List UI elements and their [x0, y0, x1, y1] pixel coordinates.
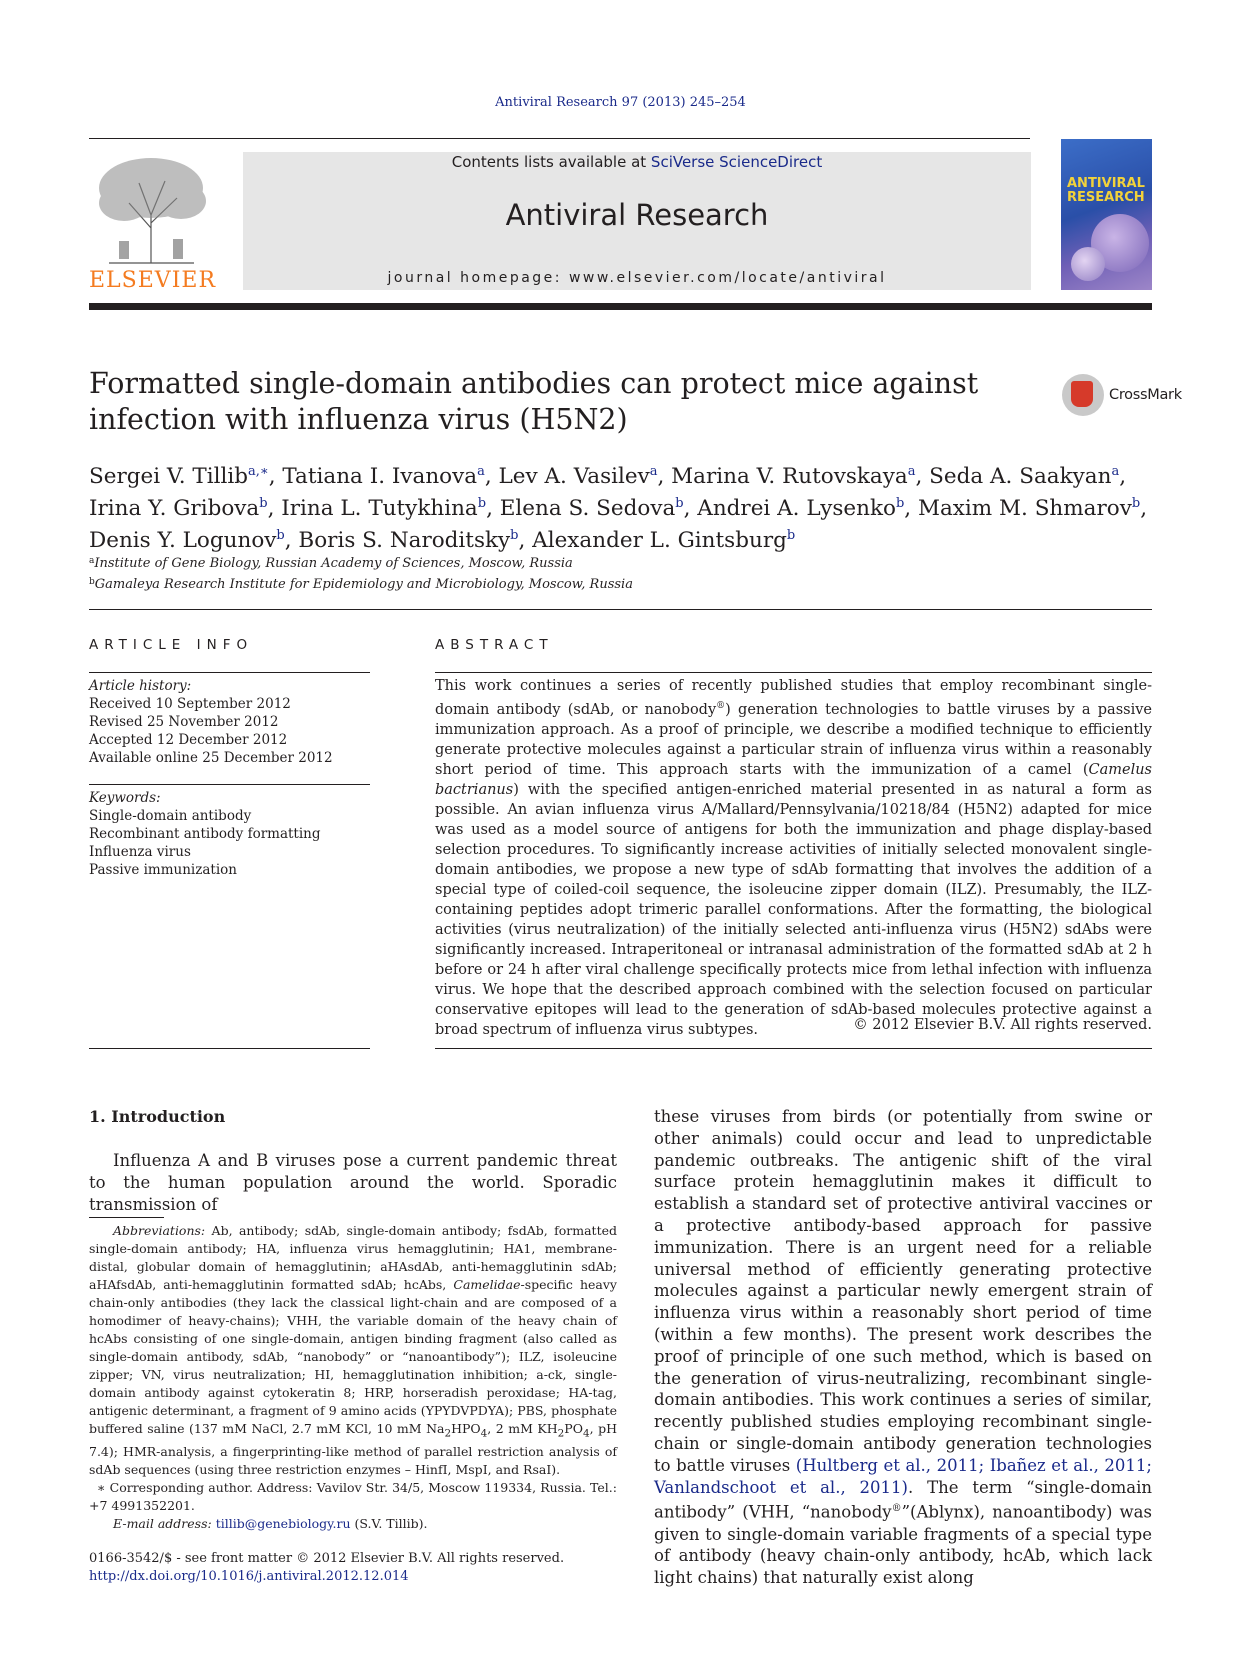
- article-title: Formatted single-domain antibodies can protect mice against infection with influenza virus (H5N2): [89, 367, 979, 436]
- introduction-left-column: Influenza A and B viruses pose a current pandemic threat to the human population around the world. Sporadic transmission of: [89, 1151, 617, 1214]
- crossmark-icon: [1062, 374, 1104, 416]
- cover-title: ANTIVIRAL RESEARCH: [1067, 176, 1145, 205]
- author-affiliation-mark[interactable]: b: [510, 528, 519, 543]
- author-name: Andrei A. Lysenko: [697, 496, 896, 521]
- email-line: E-mail address: tillib@genebiology.ru (S.V. Tillib).: [113, 1515, 428, 1531]
- crossmark-badge[interactable]: [1062, 374, 1182, 418]
- journal-reference[interactable]: Antiviral Research 97 (2013) 245–254: [495, 95, 746, 110]
- sciencedirect-link[interactable]: SciVerse ScienceDirect: [650, 153, 823, 171]
- author-affiliation-mark[interactable]: b: [477, 496, 487, 511]
- author-name: Lev A. Vasilev: [498, 464, 650, 489]
- affiliation-a: $^a$Institute of Gene Biology, Russian Academy of Sciences, Moscow, Russia: [89, 556, 573, 571]
- history-label: Article history:: [89, 678, 192, 694]
- article-info-heading: ARTICLE INFO: [89, 637, 254, 653]
- article-info-rule: [89, 672, 370, 673]
- author-affiliation-mark[interactable]: a: [477, 464, 485, 479]
- crossmark-label: CrossMark: [1109, 387, 1182, 403]
- author-name: Tatiana I. Ivanova: [282, 464, 478, 489]
- corresponding-author: ∗ Corresponding author. Address: Vavilov Str. 34/5, Moscow 119334, Russia. Tel.: +7 4991352201.: [89, 1479, 617, 1513]
- header-top-rule: [89, 138, 1030, 139]
- author-name: Sergei V. Tillib: [89, 464, 248, 489]
- author-name: Irina L. Tutykhina: [281, 496, 478, 521]
- keyword: Recombinant antibody formatting: [89, 826, 321, 842]
- author-affiliation-mark[interactable]: b: [276, 528, 285, 543]
- author-affiliation-mark[interactable]: a: [907, 464, 916, 479]
- author-affiliation-mark[interactable]: b: [259, 496, 268, 511]
- history-accepted: Accepted 12 December 2012: [89, 732, 288, 748]
- author-name: Seda A. Saakyan: [929, 464, 1112, 489]
- issn-line: 0166-3542/$ - see front matter © 2012 Elsevier B.V. All rights reserved.: [89, 1551, 565, 1566]
- author-name: Irina Y. Gribova: [89, 496, 260, 521]
- doi-link[interactable]: http://dx.doi.org/10.1016/j.antiviral.2012.12.014: [89, 1569, 409, 1584]
- keywords: [89, 789, 370, 879]
- author-affiliation-mark[interactable]: b: [895, 496, 905, 511]
- affiliations: [89, 552, 789, 594]
- author-name: Denis Y. Logunov: [89, 528, 277, 553]
- introduction-right-column: these viruses from birds (or potentially from swine or other animals) could occur and lead to unpredictable pandemic outbreaks. The antigenic shift of the viral surface protein hemagglutinin makes it difficult to establish a standard set of protective antiviral vaccines or a protective antibody-based approach for passive immunization. There is an urgent need for a reliable universal method of efficiently generating protective molecules against a particular newly emergent strain of influenza virus within a reasonably short period of time (within a few months). The present work describes the proof of principle of one such method, which is based on the generation of virus-neutralizing, recombinant single-domain antibodies. This work continues a series of similar, recently published studies employing recombinant single-chain or single-domain antibody generation technologies to battle viruses (Hultberg et al., 2011; Ibañez et al., 2011; Vanlandschoot et al., 2011). The term “single-domain antibody” (VHH, “nanobody®”(Ablynx), nanoantibody) was given to single-domain variable fragments of a special type of antibody (heavy chain-only antibody, hcAb, which lack light chains) that naturally exist along: [654, 1107, 1152, 1588]
- contents-line: [243, 153, 1031, 171]
- page-footer: [89, 1550, 689, 1586]
- abstract-text: This work continues a series of recently published studies that employ recombinant single-domain antibody (sdAb, or nanobody®) generation technologies to battle viruses by a passive immunization approach. As a proof of principle, we describe a modified technique to efficiently generate protective molecules against a particular strain of influenza virus within a reasonably short period of time. This approach starts with the immunization of a camel (Camelus bactrianus) with the specified antigen-enriched material presented in as natural a form as possible. An avian influenza virus A/Mallard/Pennsylvania/10218/84 (H5N2) adapted for mice was used as a model source of antigens for both the immunization and phage display-based selection procedures. To significantly increase activities of initially selected monovalent single-domain antibodies, we propose a new type of sdAb formatting that involves the addition of a special type of coiled-coil sequence, the isoleucine zipper domain (ILZ). Presumably, the ILZ-containing peptides adopt trimeric parallel conformations. After the formatting, the biological activities (virus neutralization) of the initially selected anti-influenza virus (H5N2) sdAbs were significantly increased. Intraperitoneal or intranasal administration of the formatted sdAb at 2 h before or 24 h after viral challenge specifically protects mice from lethal infection with influenza virus. We hope that the described approach combined with the selection focused on particular conservative epitopes will lead to the generation of sdAb-based molecules protective against a broad spectrum of influenza virus subtypes.: [435, 678, 1152, 1038]
- author-name: Boris S. Naroditsky: [298, 528, 511, 553]
- author-name: Maxim M. Shmarov: [917, 496, 1132, 521]
- footnotes: [89, 1222, 617, 1533]
- affiliation-b: $^b$Gamaleya Research Institute for Epidemiology and Microbiology, Moscow, Russia: [89, 577, 633, 592]
- history-revised: Revised 25 November 2012: [89, 714, 279, 730]
- journal-name: Antiviral Research: [505, 198, 769, 232]
- author-list: Sergei V. Tillib$^{a,∗}$, Tatiana I. Ivanova$^a$, Lev A. Vasilev$^a$, Marina V. Rutovskaya$^a$, Seda A. Saakyan$^a$, Irina Y. Gribova$^b$, Irina L. Tutykhina$^b$, Elena S. Sedova$^b$, Andrei A. Lysenko$^b$, Maxim M. Shmarov$^b$, Denis Y. Logunov$^b$, Boris S. Naroditsky$^b$, Alexander L. Gintsburg$^b$: [89, 464, 1148, 553]
- keywords-rule: [89, 784, 370, 785]
- abstract-copyright: © 2012 Elsevier B.V. All rights reserved.: [853, 1017, 1152, 1033]
- abstract-bottom-rule: [435, 1048, 1152, 1049]
- footnote-rule: [89, 1217, 164, 1218]
- journal-homepage[interactable]: journal homepage: www.elsevier.com/locate/antiviral: [387, 270, 887, 286]
- cover-virus-graphic-small: [1071, 247, 1105, 281]
- journal-cover-image: [1061, 139, 1152, 290]
- section-rule: [89, 609, 1152, 610]
- keyword: Influenza virus: [89, 844, 191, 860]
- keyword: Single-domain antibody: [89, 808, 252, 824]
- author-affiliation-mark[interactable]: b: [786, 528, 796, 543]
- publisher-wordmark: ELSEVIER: [89, 268, 217, 293]
- abbreviations-footnote: Abbreviations: Ab, antibody; sdAb, single-domain antibody; fsdAb, formatted single-domain antibody; HA, influenza virus hemagglutinin; HA1, membrane-distal, globular domain of hemagglutinin; aHAsdAb, anti-hemagglutinin sdAb; aHAfsdAb, anti-hemagglutinin formatted sdAb; hcAbs, Camelidae-specific heavy chain-only antibodies (they lack the classical light-chain and are composed of a homodimer of heavy-chains); VHH, the variable domain of the heavy chain of hcAbs consisting of one single-domain, antigen binding fragment (also called as single-domain antibody, sdAb, “nanobody” or “nanoantibody”); ILZ, isoleucine zipper; VN, virus neutralization; HI, hemagglutination inhibition; a-ck, single-domain antibody against cytokeratin 8; HRP, horseradish peroxidase; HA-tag, antigenic determinant, a fragment of 9 amino acids (YPYDVPDYA); PBS, phosphate buffered saline (137 mM NaCl, 2.7 mM KCl, 10 mM $Na_2HPO_4$, 2 mM $KH_2PO_4$, pH 7.4); HMR-analysis, a fingerprinting-like method of parallel restriction analysis of sdAb sequences (using three restriction enzymes – HinfI, MspI, and RsaI).: [89, 1223, 617, 1477]
- header-thick-rule: [89, 303, 1152, 310]
- author-affiliation-mark[interactable]: b: [1131, 496, 1141, 511]
- contents-prefix: Contents lists available at: [451, 153, 651, 171]
- keyword: Passive immunization: [89, 862, 237, 878]
- author-name: Elena S. Sedova: [499, 496, 676, 521]
- keywords-label: Keywords:: [89, 790, 161, 806]
- email-link[interactable]: tillib@genebiology.ru: [215, 1515, 351, 1531]
- author-name: Alexander L. Gintsburg: [532, 528, 787, 553]
- author-affiliation-mark[interactable]: a: [649, 464, 658, 479]
- author-name: Marina V. Rutovskaya: [671, 464, 908, 489]
- history-online: Available online 25 December 2012: [89, 750, 333, 766]
- abstract-heading: ABSTRACT: [435, 637, 554, 653]
- abstract-rule: [435, 672, 1152, 673]
- article-info-bottom-rule: [89, 1048, 370, 1049]
- author-affiliation-mark[interactable]: a,∗: [247, 464, 269, 479]
- citation-links[interactable]: (Hultberg et al., 2011; Ibañez et al., 2011; Vanlandschoot et al., 2011): [654, 1455, 1152, 1497]
- article-history: [89, 677, 370, 767]
- author-affiliation-mark[interactable]: a: [1111, 464, 1120, 479]
- author-affiliation-mark[interactable]: b: [675, 496, 684, 511]
- history-received: Received 10 September 2012: [89, 696, 291, 712]
- introduction-heading: 1. Introduction: [89, 1107, 226, 1126]
